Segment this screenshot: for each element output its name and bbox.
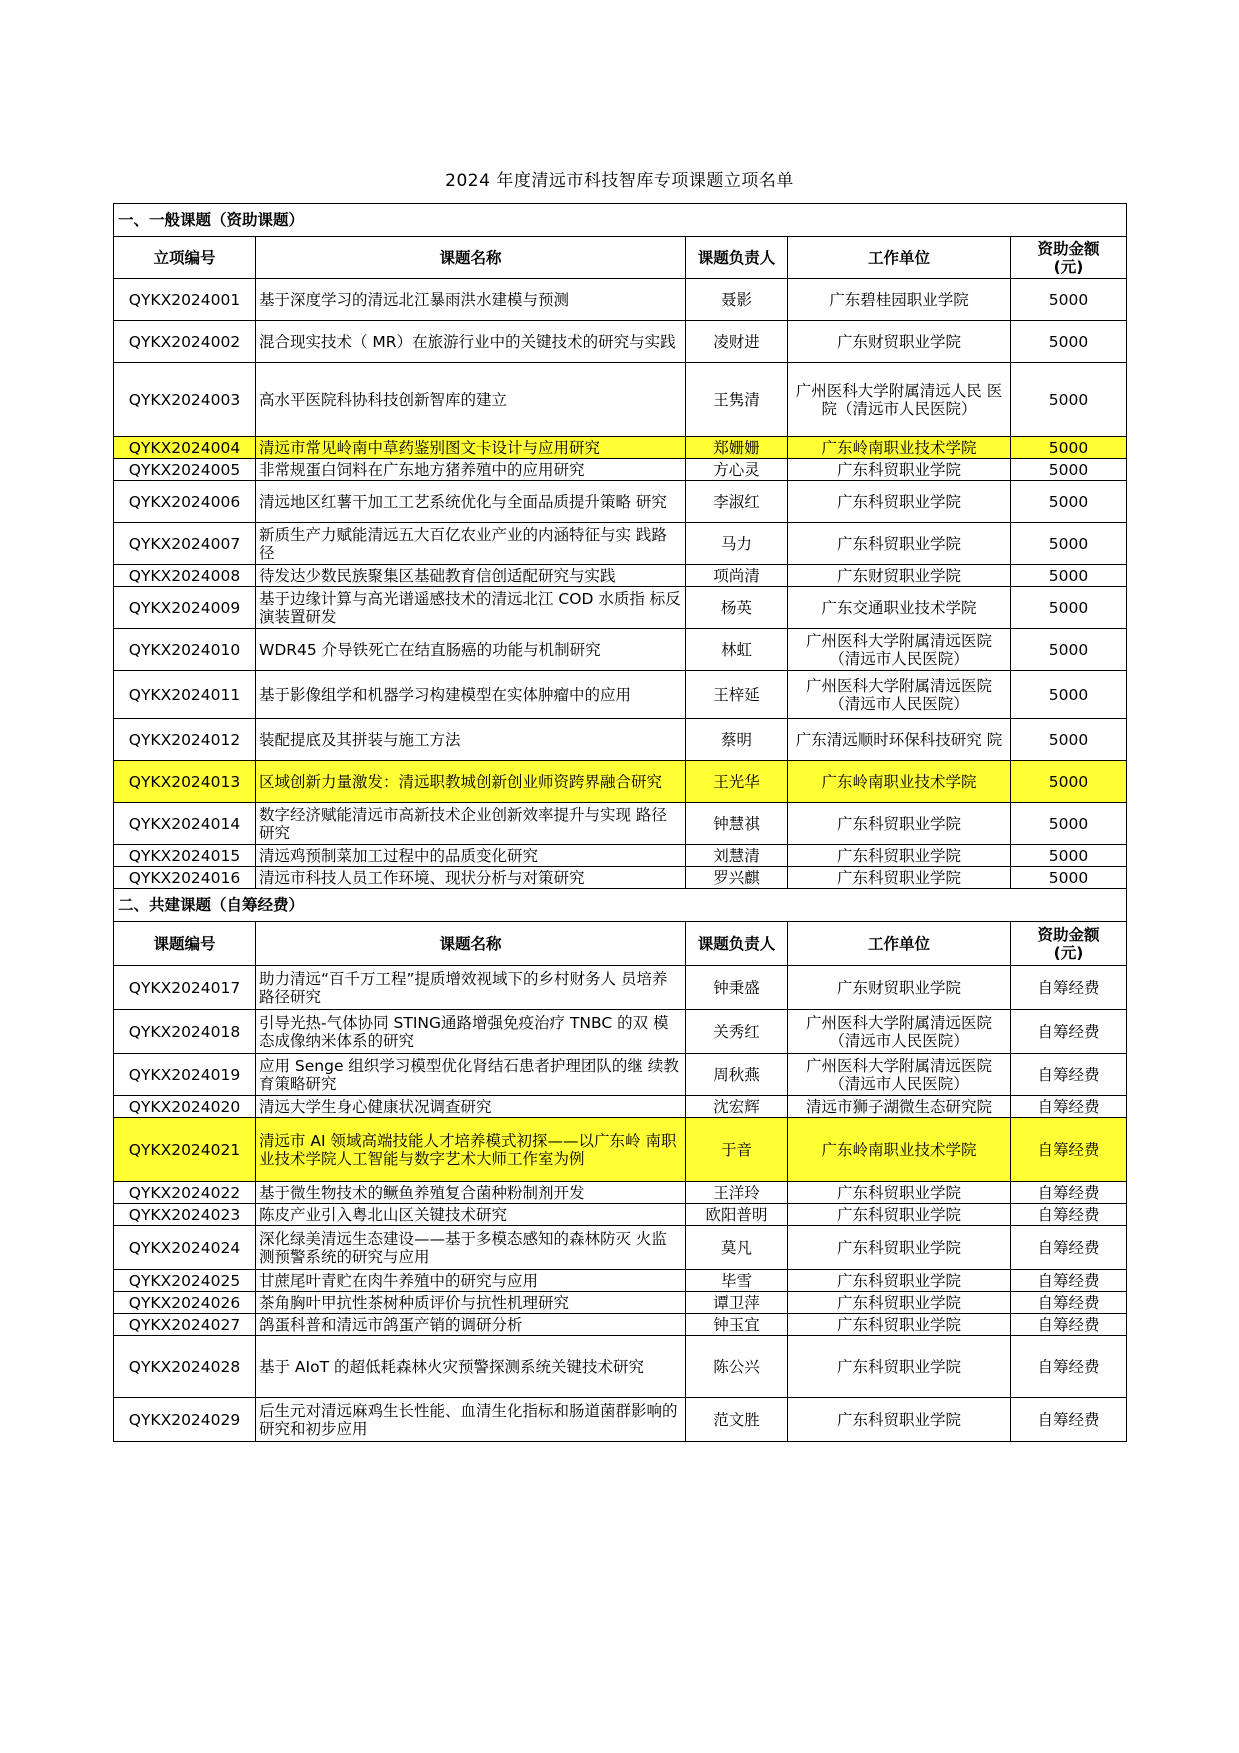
row-unit: 广东科贸职业学院 [788,1270,1011,1292]
row-title: 陈皮产业引入粤北山区关键技术研究 [256,1204,686,1226]
row-leader: 关秀红 [686,1010,788,1054]
row-leader: 钟慧祺 [686,803,788,845]
row-amount: 自筹经费 [1011,1182,1127,1204]
row-unit: 广东科贸职业学院 [788,867,1011,889]
row-amount: 5000 [1011,363,1127,437]
row-leader: 毕雪 [686,1270,788,1292]
row-unit: 广东岭南职业技术学院 [788,761,1011,803]
row-leader: 王隽清 [686,363,788,437]
row-leader: 于音 [686,1118,788,1182]
row-leader: 郑姗姗 [686,437,788,459]
row-title: 清远市 AI 领域高端技能人才培养模式初探——以广东岭 南职业技术学院人工智能与数字艺术大师工作室为例 [256,1118,686,1182]
table-row [114,845,1127,867]
row-leader: 王洋玲 [686,1182,788,1204]
row-amount: 自筹经费 [1011,1336,1127,1398]
header-id: 课题编号 [114,922,256,966]
row-id: QYKX2024026 [114,1292,256,1314]
row-leader: 林虹 [686,629,788,671]
row-id: QYKX2024022 [114,1182,256,1204]
row-amount: 5000 [1011,761,1127,803]
row-id: QYKX2024021 [114,1118,256,1182]
row-unit: 广州医科大学附属清远医院（清远市人民医院） [788,1010,1011,1054]
row-leader: 谭卫萍 [686,1292,788,1314]
header-amount: 资助金额 (元) [1011,237,1127,279]
row-id: QYKX2024018 [114,1010,256,1054]
row-amount: 5000 [1011,523,1127,565]
row-amount: 5000 [1011,321,1127,363]
row-amount: 自筹经费 [1011,1054,1127,1096]
row-amount: 5000 [1011,437,1127,459]
table-row [114,761,1127,803]
row-leader: 杨英 [686,587,788,629]
table-row [114,279,1127,321]
header-unit: 工作单位 [788,922,1011,966]
header-amount: 资助金额 (元) [1011,922,1127,966]
row-unit: 清远市狮子湖微生态研究院 [788,1096,1011,1118]
row-unit: 广东岭南职业技术学院 [788,437,1011,459]
row-unit: 广东科贸职业学院 [788,845,1011,867]
table-row [114,363,1127,437]
row-leader: 李淑红 [686,481,788,523]
row-id: QYKX2024029 [114,1398,256,1442]
row-unit: 广东碧桂园职业学院 [788,279,1011,321]
header-leader: 课题负责人 [686,237,788,279]
row-title: 基于 AIoT 的超低耗森林火灾预警探测系统关键技术研究 [256,1336,686,1398]
section-heading: 一、一般课题（资助课题） [114,204,1127,237]
row-unit: 广东财贸职业学院 [788,565,1011,587]
table-row [114,1336,1127,1398]
table-row [114,523,1127,565]
row-amount: 5000 [1011,279,1127,321]
row-title: WDR45 介导铁死亡在结直肠癌的功能与机制研究 [256,629,686,671]
row-title: 非常规蛋白饲料在广东地方猪养殖中的应用研究 [256,459,686,481]
table-row [114,966,1127,1010]
table-row [114,1118,1127,1182]
table-row [114,481,1127,523]
row-amount: 自筹经费 [1011,966,1127,1010]
row-title: 清远市常见岭南中草药鉴别图文卡设计与应用研究 [256,437,686,459]
row-amount: 5000 [1011,845,1127,867]
row-amount: 自筹经费 [1011,1314,1127,1336]
document-title: 2024 年度清远市科技智库专项课题立项名单 [445,171,794,191]
row-amount: 自筹经费 [1011,1398,1127,1442]
row-title: 助力清远“百千万工程”提质增效视域下的乡村财务人 员培养路径研究 [256,966,686,1010]
row-title: 待发达少数民族聚集区基础教育信创适配研究与实践 [256,565,686,587]
table-row [114,671,1127,719]
row-title: 装配提底及其拼装与施工方法 [256,719,686,761]
row-id: QYKX2024001 [114,279,256,321]
row-leader: 方心灵 [686,459,788,481]
row-leader: 钟玉宜 [686,1314,788,1336]
row-unit: 广东科贸职业学院 [788,1336,1011,1398]
row-unit: 广东科贸职业学院 [788,1398,1011,1442]
row-leader: 钟秉盛 [686,966,788,1010]
row-title: 清远市科技人员工作环境、现状分析与对策研究 [256,867,686,889]
row-amount: 5000 [1011,481,1127,523]
row-id: QYKX2024028 [114,1336,256,1398]
row-id: QYKX2024008 [114,565,256,587]
row-title: 高水平医院科协科技创新智库的建立 [256,363,686,437]
row-id: QYKX2024007 [114,523,256,565]
row-id: QYKX2024003 [114,363,256,437]
row-id: QYKX2024024 [114,1226,256,1270]
row-leader: 沈宏辉 [686,1096,788,1118]
row-id: QYKX2024012 [114,719,256,761]
row-id: QYKX2024023 [114,1204,256,1226]
row-unit: 广州医科大学附属清远医院（清远市人民医院） [788,671,1011,719]
row-title: 茶角胸叶甲抗性茶树种质评价与抗性机理研究 [256,1292,686,1314]
table-row [114,1314,1127,1336]
table-row [114,1226,1127,1270]
row-title: 引导光热-气体协同 STING通路增强免疫治疗 TNBC 的双 模态成像纳米体系的研究 [256,1010,686,1054]
row-title: 应用 Senge 组织学习模型优化肾结石患者护理团队的继 续教育策略研究 [256,1054,686,1096]
table-row [114,629,1127,671]
row-id: QYKX2024017 [114,966,256,1010]
row-title: 基于微生物技术的鳜鱼养殖复合菌种粉制剂开发 [256,1182,686,1204]
row-id: QYKX2024010 [114,629,256,671]
row-title: 清远大学生身心健康状况调查研究 [256,1096,686,1118]
row-unit: 广东科贸职业学院 [788,523,1011,565]
row-unit: 广东科贸职业学院 [788,459,1011,481]
row-title: 基于影像组学和机器学习构建模型在实体肿瘤中的应用 [256,671,686,719]
table-row [114,1096,1127,1118]
row-leader: 陈公兴 [686,1336,788,1398]
row-id: QYKX2024006 [114,481,256,523]
row-leader: 莫凡 [686,1226,788,1270]
row-title: 深化绿美清远生态建设——基于多模态感知的森林防灭 火监测预警系统的研究与应用 [256,1226,686,1270]
table-row [114,1270,1127,1292]
row-id: QYKX2024011 [114,671,256,719]
row-leader: 凌财进 [686,321,788,363]
table-row [114,1182,1127,1204]
row-amount: 5000 [1011,459,1127,481]
header-title: 课题名称 [256,237,686,279]
row-id: QYKX2024005 [114,459,256,481]
row-id: QYKX2024002 [114,321,256,363]
row-amount: 自筹经费 [1011,1096,1127,1118]
row-amount: 5000 [1011,671,1127,719]
row-id: QYKX2024027 [114,1314,256,1336]
row-id: QYKX2024020 [114,1096,256,1118]
row-amount: 5000 [1011,719,1127,761]
row-unit: 广东科贸职业学院 [788,1182,1011,1204]
row-leader: 范文胜 [686,1398,788,1442]
table-row [114,803,1127,845]
row-unit: 广州医科大学附属清远医院（清远市人民医院） [788,1054,1011,1096]
table-row [114,437,1127,459]
row-unit: 广东财贸职业学院 [788,321,1011,363]
row-amount: 自筹经费 [1011,1010,1127,1054]
table-row [114,1054,1127,1096]
row-unit: 广州医科大学附属清远人民 医院（清远市人民医院） [788,363,1011,437]
row-title: 区域创新力量激发：清远职教城创新创业师资跨界融合研究 [256,761,686,803]
project-table [113,203,1127,1442]
row-unit: 广东财贸职业学院 [788,966,1011,1010]
row-title: 数字经济赋能清远市高新技术企业创新效率提升与实现 路径研究 [256,803,686,845]
row-amount: 5000 [1011,867,1127,889]
row-amount: 自筹经费 [1011,1226,1127,1270]
row-amount: 5000 [1011,803,1127,845]
row-unit: 广东科贸职业学院 [788,1292,1011,1314]
header-title: 课题名称 [256,922,686,966]
row-id: QYKX2024015 [114,845,256,867]
header-unit: 工作单位 [788,237,1011,279]
section-heading: 二、共建课题（自筹经费） [114,889,1127,922]
row-title: 基于深度学习的清远北江暴雨洪水建模与预测 [256,279,686,321]
header-id: 立项编号 [114,237,256,279]
row-leader: 王光华 [686,761,788,803]
table-row [114,1204,1127,1226]
row-id: QYKX2024013 [114,761,256,803]
row-leader: 蔡明 [686,719,788,761]
table-row [114,565,1127,587]
table-row [114,1292,1127,1314]
row-leader: 刘慧清 [686,845,788,867]
row-title: 混合现实技术（ MR）在旅游行业中的关键技术的研究与实践 [256,321,686,363]
row-title: 鸽蛋科普和清远市鸽蛋产销的调研分析 [256,1314,686,1336]
row-amount: 5000 [1011,565,1127,587]
row-amount: 自筹经费 [1011,1292,1127,1314]
row-unit: 广州医科大学附属清远医院（清远市人民医院） [788,629,1011,671]
row-unit: 广东科贸职业学院 [788,1226,1011,1270]
row-leader: 周秋燕 [686,1054,788,1096]
row-id: QYKX2024025 [114,1270,256,1292]
row-leader: 王梓延 [686,671,788,719]
row-id: QYKX2024019 [114,1054,256,1096]
table-row [114,459,1127,481]
table-row [114,321,1127,363]
row-unit: 广东交通职业技术学院 [788,587,1011,629]
row-id: QYKX2024016 [114,867,256,889]
row-amount: 自筹经费 [1011,1204,1127,1226]
table-row [114,719,1127,761]
row-unit: 广东科贸职业学院 [788,481,1011,523]
row-leader: 欧阳普明 [686,1204,788,1226]
table-row [114,867,1127,889]
row-title: 后生元对清远麻鸡生长性能、血清生化指标和肠道菌群影响的研究和初步应用 [256,1398,686,1442]
row-title: 基于边缘计算与高光谱遥感技术的清远北江 COD 水质指 标反演装置研发 [256,587,686,629]
table-row [114,587,1127,629]
row-amount: 5000 [1011,629,1127,671]
row-amount: 5000 [1011,587,1127,629]
row-amount: 自筹经费 [1011,1118,1127,1182]
row-leader: 聂影 [686,279,788,321]
row-amount: 自筹经费 [1011,1270,1127,1292]
row-unit: 广东科贸职业学院 [788,1204,1011,1226]
table-row [114,1010,1127,1054]
table-row [114,1398,1127,1442]
row-leader: 项尚清 [686,565,788,587]
row-leader: 马力 [686,523,788,565]
row-unit: 广东清远顺时环保科技研究 院 [788,719,1011,761]
row-unit: 广东科贸职业学院 [788,803,1011,845]
row-title: 清远地区红薯干加工工艺系统优化与全面品质提升策略 研究 [256,481,686,523]
row-leader: 罗兴麒 [686,867,788,889]
row-title: 新质生产力赋能清远五大百亿农业产业的内涵特征与实 践路径 [256,523,686,565]
row-unit: 广东科贸职业学院 [788,1314,1011,1336]
row-unit: 广东岭南职业技术学院 [788,1118,1011,1182]
header-leader: 课题负责人 [686,922,788,966]
row-title: 甘蔗尾叶青贮在肉牛养殖中的研究与应用 [256,1270,686,1292]
row-id: QYKX2024009 [114,587,256,629]
row-id: QYKX2024014 [114,803,256,845]
row-title: 清远鸡预制菜加工过程中的品质变化研究 [256,845,686,867]
row-id: QYKX2024004 [114,437,256,459]
